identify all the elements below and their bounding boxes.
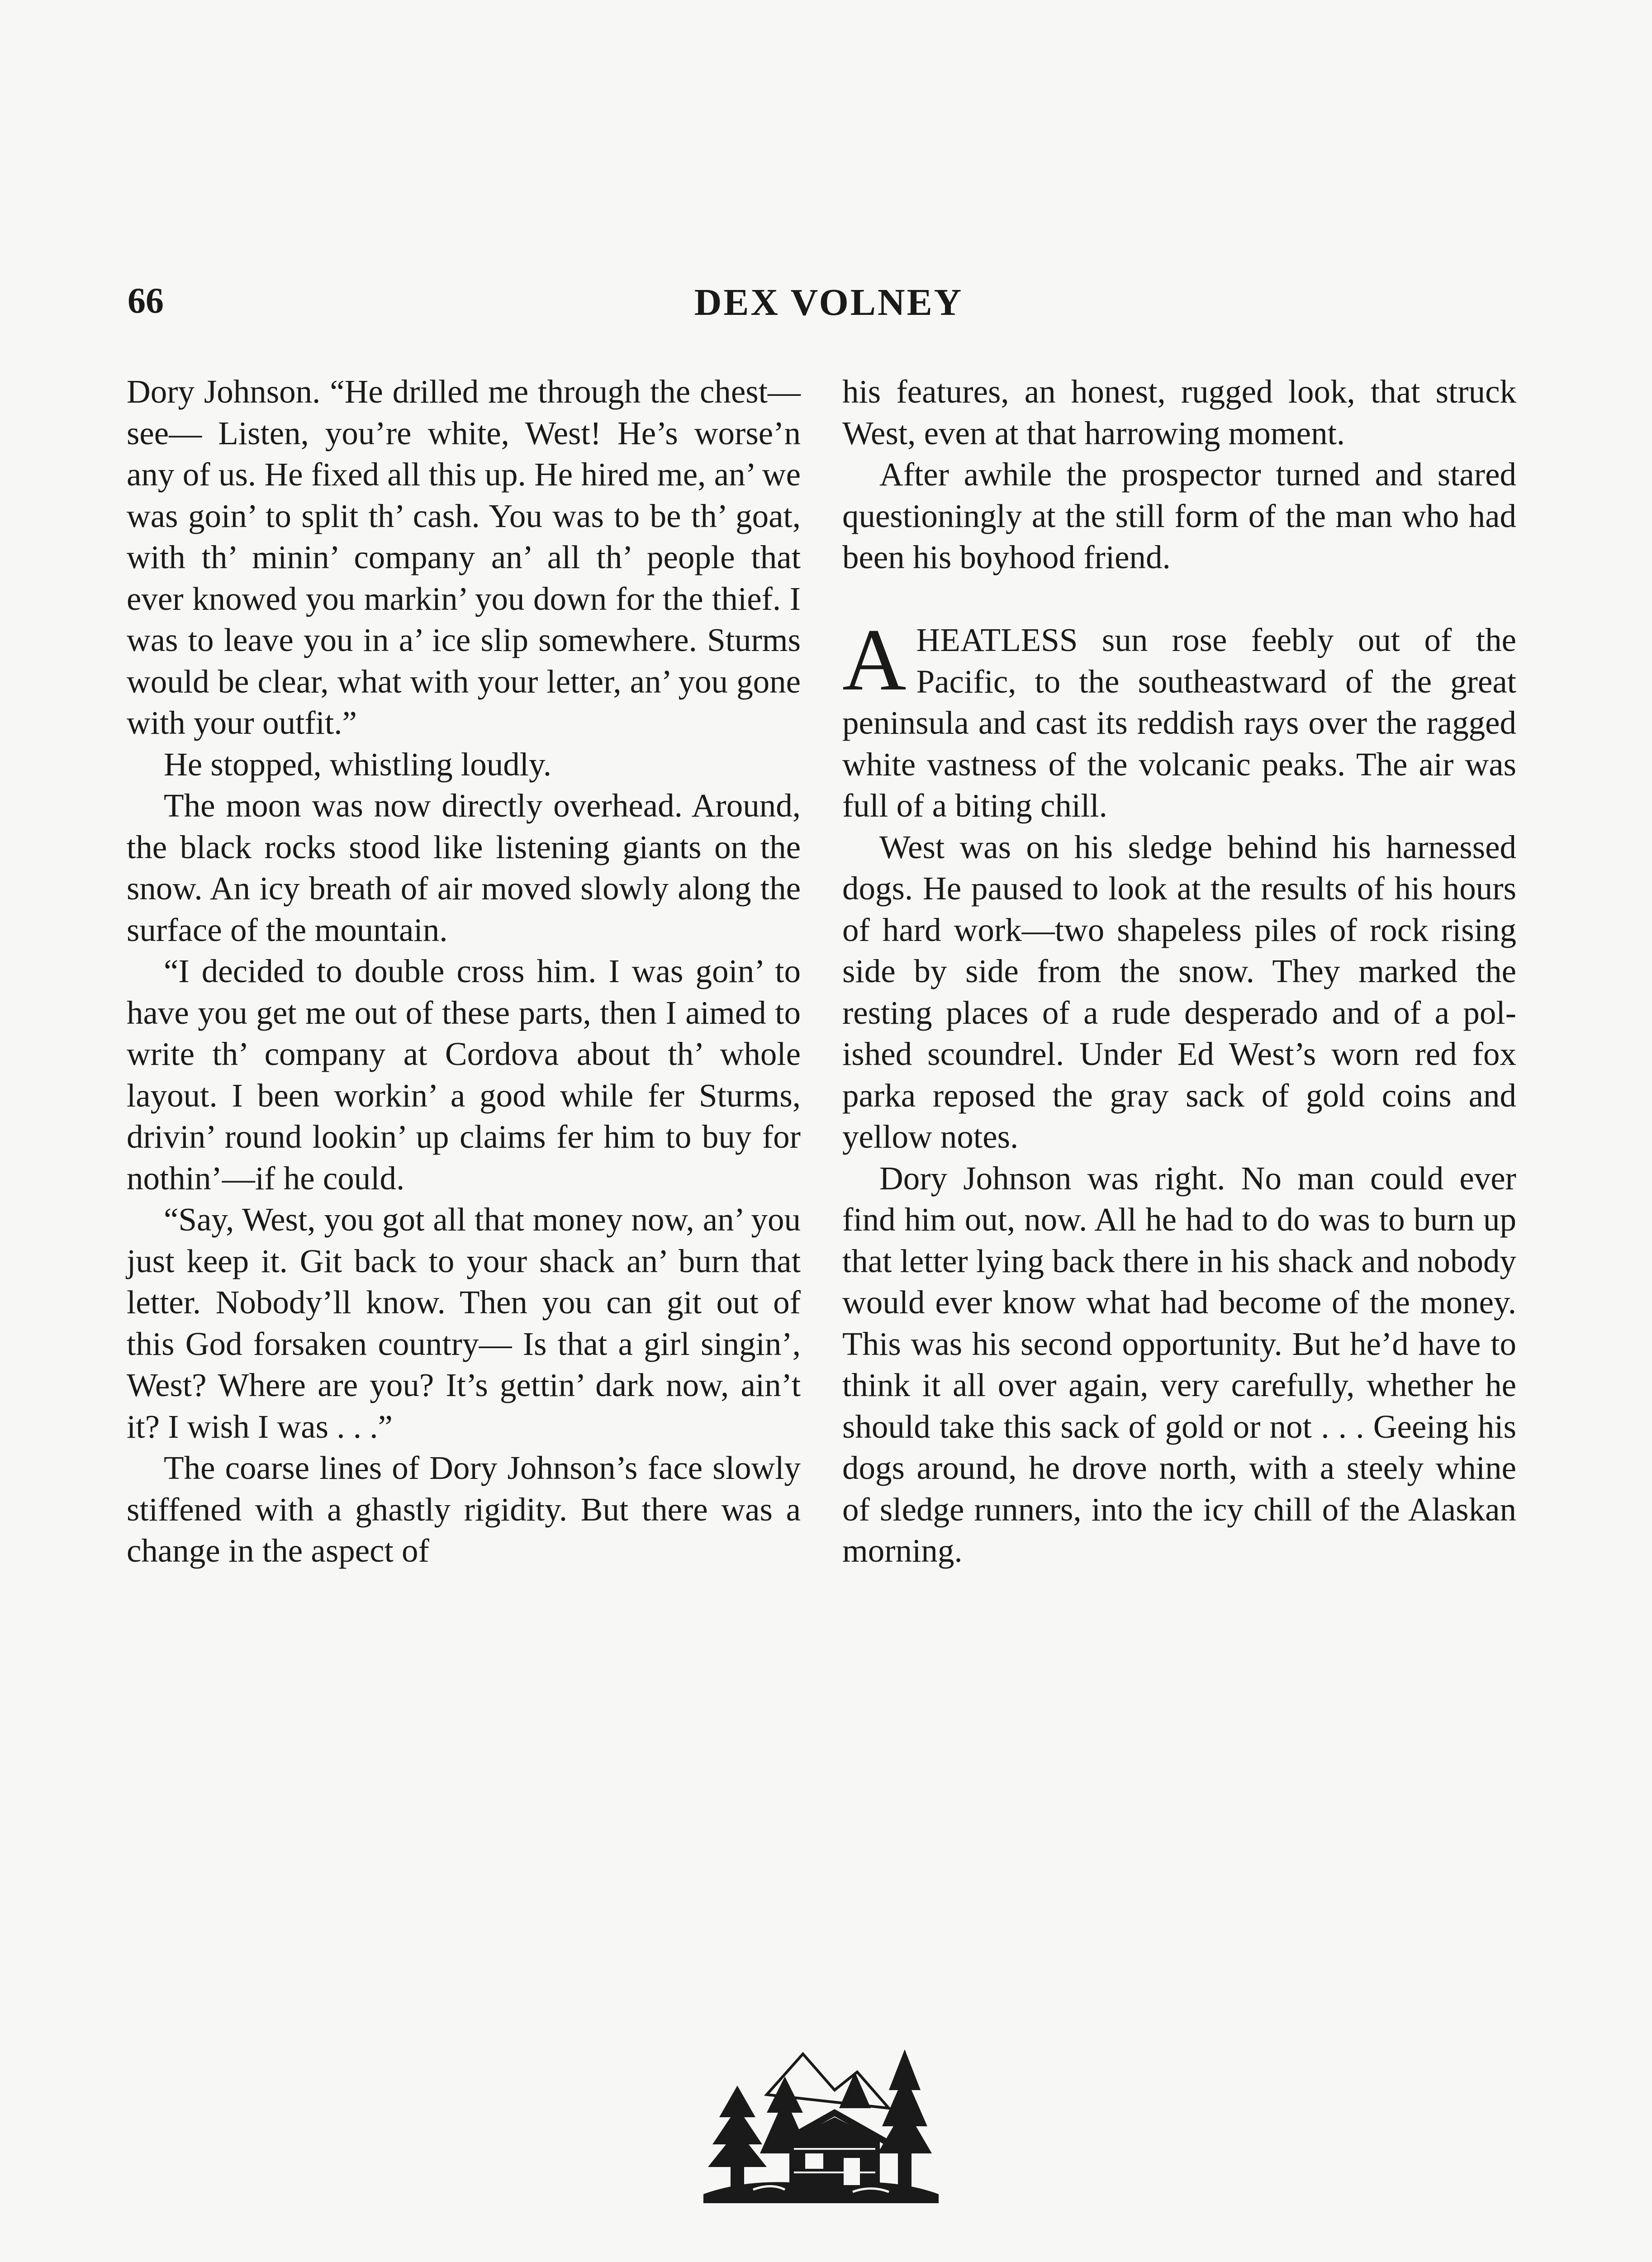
right-column [842, 371, 1516, 1572]
dropcap-paragraph-text: HEATLESS sun rose feebly out of the Pacific, to the southeastward of the great peninsula and cast its reddish rays over the ragged white vastness of the volcanic peaks. The air was full of a biting chill. [842, 622, 1516, 824]
cabin-in-pines-woodcut-icon [699, 2004, 943, 2203]
dropcap-paragraph [842, 611, 1516, 827]
paragraph: “I decided to double cross him. I was goin’ to have you get me out of these parts, then I aimed to write th’ company at Cordova about th’ whole layout. I been workin’ a good while fer Sturms, drivin’ round lookin’ up claims fer him to buy for nothin’—if he could. [127, 953, 801, 1197]
page-header [128, 280, 1530, 330]
paragraph: The coarse lines of Dory Johnson’s face slowly stiffened with a ghastly rigidity. But there was a change in the aspect of [127, 1449, 801, 1569]
page-number: 66 [128, 281, 164, 321]
paragraph: “Say, West, you got all that money now, an’ you just keep it. Git back to your shack an’ burn that letter. Nobody’ll know. Then you can git out of this God forsaken country— Is that a girl singin’, West? Where are you? It’s gettin’ dark now, ain’t it? I wish I was . . .” [127, 1201, 801, 1445]
paragraph: West was on his sledge behind his harnessed dogs. He paused to look at the results of his hours of hard work—two shapeless piles of rock rising side by side from the snow. They marked the resting places of a rude desperado and of a polished scoundrel. Under Ed West’s worn red fox parka reposed the gray sack of gold coins and yellow notes. [842, 828, 1516, 1155]
paragraph: He stopped, whistling loudly. [164, 746, 552, 783]
running-title: DEX VOLNEY [694, 281, 964, 323]
drop-cap: A [842, 611, 907, 709]
section-break [842, 578, 1516, 620]
paragraph: Dory Johnson. “He drilled me through the chest—see— Listen, you’re white, West! He’s worse’n any of us. He fixed all this up. He hired me, an’ we was goin’ to split th’ cash. You was to be th’ goat, with th’ minin’ company an’ all th’ people that ever knowed you markin’ you down for the thief. I was to leave you in a’ ice slip somewhere. Sturms would be clear, what with your letter, an’ you gone with your outfit.” [127, 373, 801, 741]
paragraph: The moon was now directly overhead. Around, the black rocks stood like listening giants on the snow. An icy breath of air moved slowly along the surface of the mountain. [127, 787, 801, 948]
paragraph: his features, an honest, rugged look, that struck West, even at that harrowing moment. [842, 373, 1516, 451]
paragraph: After awhile the prospector turned and stared questioningly at the still form of the man who had been his boyhood friend. [842, 456, 1516, 575]
paragraph: Dory Johnson was right. No man could ever find him out, now. All he had to do was to burn up that letter lying back there in his shack and nobody would ever know what had become of the money. This was his second opportunity. But he’d have to think it all over again, very carefully, whether he should take this sack of gold or not . . . Geeing his dogs around, he drove north, with a steely whine of sledge runners, into the icy chill of the Alaskan morning. [842, 1160, 1517, 1569]
left-column [127, 371, 801, 1572]
